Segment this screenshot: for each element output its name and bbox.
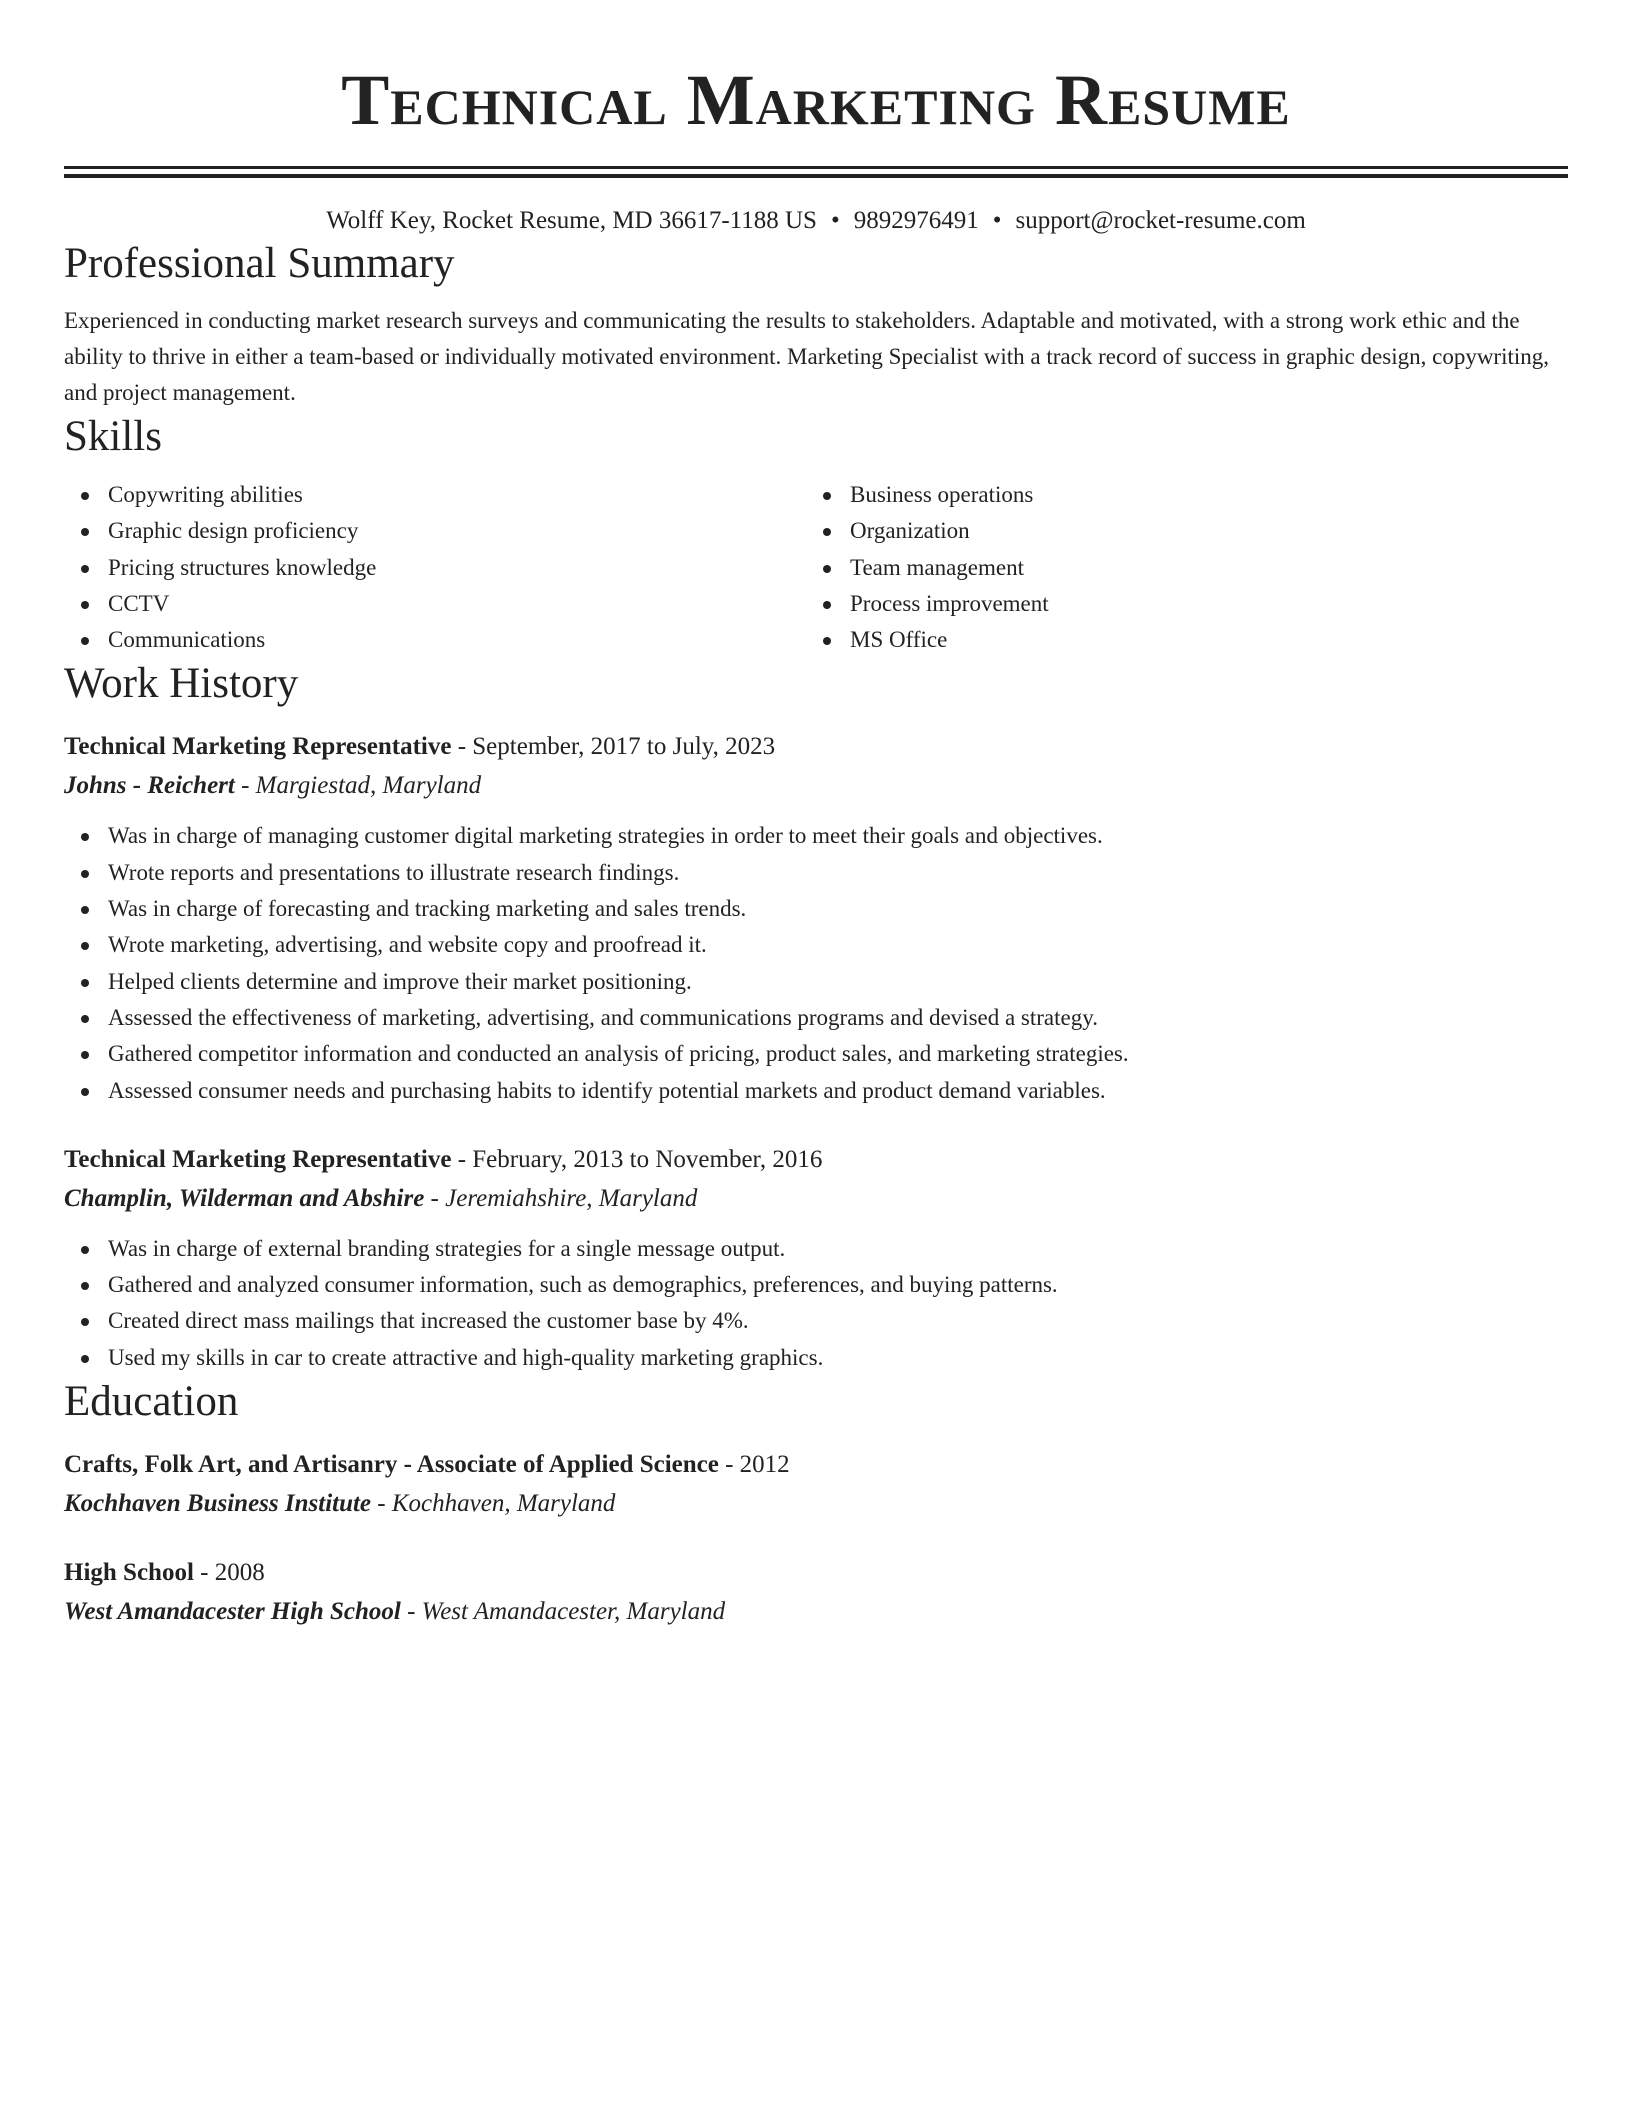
school-location: - West Amandacester, Maryland: [400, 1598, 726, 1626]
job-bullet: Helped clients determine and improve their market positioning.: [64, 964, 1568, 1000]
degree-name: High School: [64, 1559, 194, 1587]
skill-item: Business operations: [806, 477, 1548, 513]
job-bullet: Used my skills in car to create attractive and high-quality marketing graphics.: [64, 1340, 1568, 1376]
skills-column-left: [64, 477, 806, 658]
skills-heading: Skills: [64, 413, 162, 460]
skill-item: Copywriting abilities: [64, 477, 806, 513]
job-bullet: Wrote reports and presentations to illustrate research findings.: [64, 855, 1568, 891]
job-dates: - February, 2013 to November, 2016: [451, 1145, 823, 1173]
job-title-line: [64, 1141, 1568, 1179]
job-bullet: Was in charge of external branding strategies for a single message output.: [64, 1231, 1568, 1267]
job-bullet: Assessed the effectiveness of marketing, advertising, and communications programs and devised a strategy.: [64, 1000, 1568, 1036]
school-line: [64, 1484, 1568, 1524]
skill-item: Process improvement: [806, 586, 1548, 622]
job-title-line: [64, 728, 1568, 766]
summary-heading: Professional Summary: [64, 240, 455, 287]
skill-item: Organization: [806, 513, 1548, 549]
education-entry: [64, 1446, 1568, 1524]
company-line: [64, 766, 1568, 806]
job-entry: [64, 728, 1568, 1108]
degree-name: Crafts, Folk Art, and Artisanry - Associate of Applied Science: [64, 1451, 719, 1479]
school-location: - Kochhaven, Maryland: [371, 1490, 616, 1518]
skill-item: Pricing structures knowledge: [64, 550, 806, 586]
education-entry: [64, 1554, 1568, 1632]
summary-text: Experienced in conducting market research surveys and communicating the results to stakeholders. Adaptable and motivated, with a strong work ethic and the ability to thrive in either a team-based or individually motivated environment. Marketing Specialist with a track record of success in graphic design, copywriting, and project management.: [64, 308, 1550, 405]
job-bullets: [64, 818, 1568, 1108]
job-title: Technical Marketing Representative: [64, 733, 452, 761]
job-bullet: Was in charge of forecasting and tracking marketing and sales trends.: [64, 891, 1568, 927]
job-bullet: Gathered competitor information and conducted an analysis of pricing, product sales, and marketing strategies.: [64, 1036, 1568, 1072]
contact-phone[interactable]: 9892976491: [853, 207, 979, 234]
contact-line: [64, 204, 1568, 238]
resume-title: Technical Marketing Resume: [341, 60, 1291, 140]
skill-item: Communications: [64, 622, 806, 658]
job-entry: [64, 1141, 1568, 1376]
work-history-heading: Work History: [64, 660, 299, 708]
contact-address: Wolff Key, Rocket Resume, MD 36617-1188 US: [326, 207, 817, 234]
job-bullet: Assessed consumer needs and purchasing habits to identify potential markets and product demand variables.: [64, 1073, 1568, 1109]
company-name: Champlin, Wilderman and Abshire: [64, 1184, 425, 1212]
degree-line: [64, 1446, 1568, 1484]
education-heading: Education: [64, 1378, 239, 1426]
skill-item: CCTV: [64, 586, 806, 622]
job-bullet: Wrote marketing, advertising, and website copy and proofread it.: [64, 927, 1568, 963]
graduation-year: - 2008: [193, 1559, 265, 1587]
contact-separator: •: [830, 207, 840, 234]
job-bullet: Gathered and analyzed consumer information, such as demographics, preferences, and buying patterns.: [64, 1267, 1568, 1303]
company-name: Johns - Reichert: [64, 772, 235, 800]
graduation-year: - 2012: [718, 1451, 790, 1479]
skills-list: [64, 477, 1568, 658]
company-location: - Margiestad, Maryland: [234, 772, 482, 800]
job-bullet: Created direct mass mailings that increased the customer base by 4%.: [64, 1303, 1568, 1339]
title-divider: [64, 166, 1568, 178]
job-dates: - September, 2017 to July, 2023: [451, 733, 776, 761]
skills-column-right: [806, 477, 1548, 658]
company-line: [64, 1179, 1568, 1219]
school-name: West Amandacester High School: [64, 1598, 401, 1626]
job-bullet: Was in charge of managing customer digital marketing strategies in order to meet their goals and objectives.: [64, 818, 1568, 854]
school-name: Kochhaven Business Institute: [64, 1490, 372, 1518]
job-title: Technical Marketing Representative: [64, 1145, 452, 1173]
company-location: - Jeremiahshire, Maryland: [424, 1184, 698, 1212]
contact-email[interactable]: support@rocket-resume.com: [1015, 207, 1306, 234]
contact-separator: •: [992, 207, 1002, 234]
degree-line: [64, 1554, 1568, 1592]
job-bullets: [64, 1231, 1568, 1376]
skill-item: Graphic design proficiency: [64, 513, 806, 549]
school-line: [64, 1592, 1568, 1632]
skill-item: Team management: [806, 550, 1548, 586]
skill-item: MS Office: [806, 622, 1548, 658]
